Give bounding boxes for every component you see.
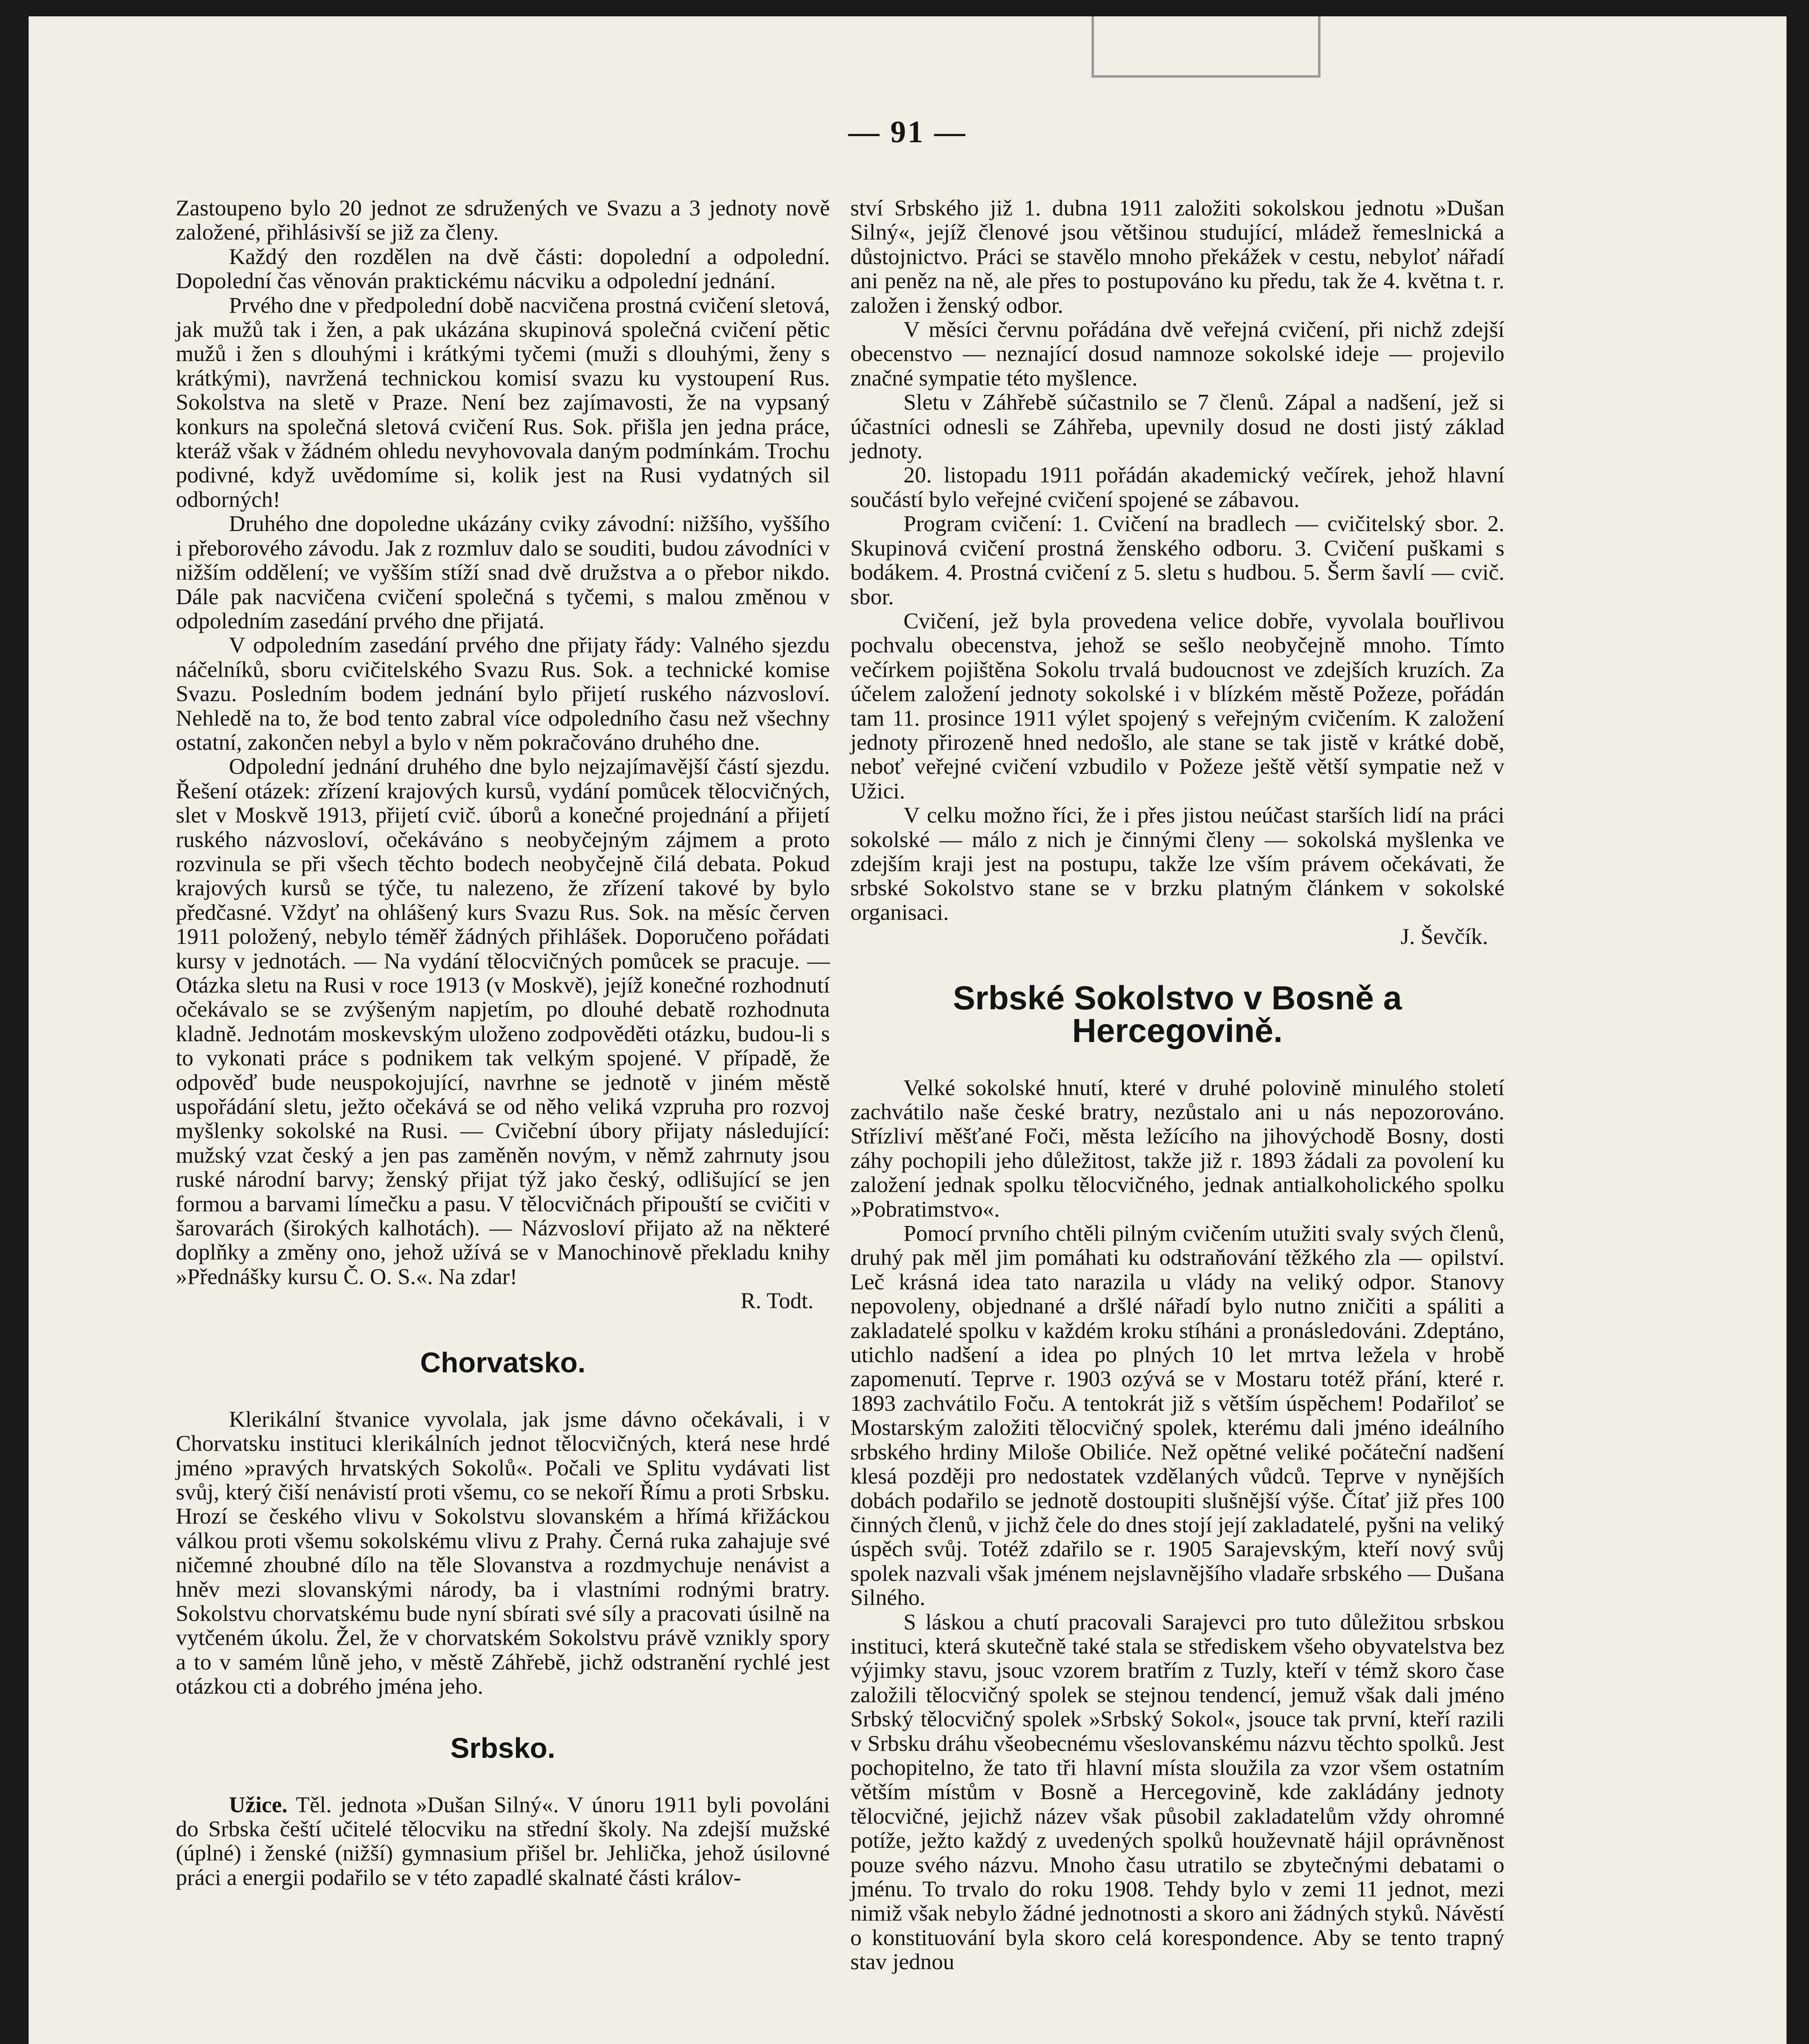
paragraph: S láskou a chutí pracovali Sarajevci pro tuto důležitou srbskou instituci, která skutečně také stala se střediskem všeho obyvatelstva bez výjimky stavu, jsouc vzorem bratřím z Tuzly, kteří v témž skoro čase založili tělocvičný spolek se stejnou tendencí, jemuž však dali jméno Srbský tělocvičný spolek »Srbský Sokol«, jsouce tak první, kteří razili v Srbsku dráhu všeobecnému všeslovanskému názvu těchto spolků. Jest pochopitelno, že tato tři hlavní místa sloužila za vzor všem ostatním větším místům v Bosně a Hercegovině, kde zakládány jednoty tělocvičné, jejichž název však působil zakladatelům vždy ohromné potíže, ježto každý z uvedených spolků houževnatě hájil oprávněnost pouze svého názvu. Mnoho času utratilo se zbytečnými debatami o jménu. To trvalo do roku 1908. Tehdy bylo v zemi 11 jednot, mezi nimiž však nebylo žádné jednotnosti a skoro ani žádných styků. Návěstí o konstituování byla skoro celá korespondence. Aby se tento trapný stav jednou bbox=[850, 1609, 1504, 1975]
paragraph: V odpoledním zasedání prvého dne přijaty řády: Valného sjezdu náčelníků, sboru cvičitelského Svazu Rus. Sok. a technické komise Svazu. Posledním bodem jednání bylo přijetí ruského názvosloví. Nehledě na to, že bod tento zabral více odpoledního času než všechny ostatní, zakončen nebyl a bylo v něm pokračováno druhého dne. bbox=[176, 633, 830, 755]
section-heading: Srbsko. bbox=[450, 1732, 556, 1764]
paragraph: Zastoupeno bylo 20 jednot ze sdružených ve Svazu a 3 jednoty nově založené, přihlásivší se již za členy. bbox=[176, 196, 830, 245]
paragraph: 20. listopadu 1911 pořádán akademický večírek, jehož hlavní součástí bylo veřejné cvičení spojené se zábavou. bbox=[850, 463, 1504, 512]
paragraph: Cvičení, jež byla provedena velice dobře, vyvolala bouřlivou pochvalu obecenstva, jehož se sešlo neobyčejně mnoho. Tímto večírkem pojištěna Sokolu trvalá budoucnost ve zdejších kruzích. Za účelem založení jednoty sokolské i v blízkém městě Požeze, pořádán tam 11. prosince 1911 výlet spojený s veřejným cvičením. K založení jednoty přirozeně hned nedošlo, ale stane se tak jistě v krátké době, neboť veřejné cvičení vzbudilo v Požeze ještě větší sympatie než v Užici. bbox=[850, 608, 1504, 804]
section-heading: Chorvatsko. bbox=[420, 1346, 586, 1378]
section-heading: Srbské Sokolstvo v Bosně a Hercegovině. bbox=[953, 979, 1402, 1049]
left-column bbox=[176, 196, 830, 1890]
newspaper-page bbox=[29, 16, 1787, 2044]
paragraph bbox=[176, 1793, 830, 1890]
paragraph: V celku možno říci, že i přes jistou neúčast starších lidí na práci sokolské — málo z nich je činnými členy — sokolská myšlenka ve zdejším kraji jest na postupu, takže lze vším právem očekávati, že srbské Sokolstvo stane se v brzku platným článkem v sokolské organisaci. bbox=[850, 803, 1504, 925]
paragraph: Program cvičení: 1. Cvičení na bradlech — cvičitelský sbor. 2. Skupinová cvičení prostná ženského odboru. 3. Cvičení puškami s bodákem. 4. Prostná cvičení z 5. sletu s hudbou. 5. Šerm šavlí — cvič. sbor. bbox=[850, 511, 1504, 610]
paragraph: Každý den rozdělen na dvě části: dopolední a odpolední. Dopolední čas věnován praktickému nácviku a odpolední jednání. bbox=[176, 244, 830, 294]
paragraph: Pomocí prvního chtěli pilným cvičením utužiti svaly svých členů, druhý pak měl jim pomáhati ku odstraňování těžkého zla — opilství. Leč krásná idea tato narazila u vlády na veliký odpor. Stanovy nepovoleny, objednané a dršlé nářadí bylo nutno zničiti a spáliti a zakladatelé spolku v každém kroku stíháni a pronásledováni. Zdeptáno, utichlo nadšení a idea po plných 10 let mrtva ležela v hrobě zapomenutí. Teprve r. 1903 ozývá se v Mostaru totéž přání, které r. 1893 zachvátilo Foču. A tentokrát již s větším úspěchem! Podařiloť se Mostarským založiti tělocvičný spolek, kterému dali jméno ideálního srbského hrdiny Miloše Obiliće. Než opětné veliké počáteční nadšení klesá později pro nedostatek vzdělaných vůdců. Teprve v nynějších dobách podařilo se jednotě dostoupiti slušnější výše. Čítať již přes 100 činných členů, v jichž čele do dnes stojí její zakladatelé, pyšni na veliký úspěch svůj. Totéž zdařilo se r. 1905 Sarajevským, kteří nový svůj spolek nazvali však jménem nejslavnějšího vladaře srbského — Dušana Silného. bbox=[850, 1221, 1504, 1611]
paragraph: Prvého dne v předpolední době nacvičena prostná cvičení sletová, jak mužů tak i žen, a pak ukázána skupinová společná cvičení pětic mužů i žen s dlouhými i krátkými tyčemi (muži s dlouhými, ženy s krátkými), navržená technickou komisí svazu ku vystoupení Rus. Sokolstva na sletě v Praze. Není bez zajímavosti, že na vypsaný konkurs na společná sletová cvičení Rus. Sok. přišla jen jedna práce, kteráž však v žádném ohledu nevyhovovala daným podmínkám. Trochu podivné, když uvědomíme si, kolik jest na Rusi vydatných sil odborných! bbox=[176, 293, 830, 512]
paragraph: Sletu v Záhřebě súčastnilo se 7 členů. Zápal a nadšení, jež si účastníci odnesli se Záhřeba, upevnily dosud ne dosti jistý základ jednoty. bbox=[850, 390, 1504, 464]
paragraph: Odpolední jednání druhého dne bylo nejzajímavější částí sjezdu. Řešení otázek: zřízení krajových kursů, vydání pomůcek tělocvičných, slet v Moskvě 1913, přijetí cvič. úborů a konečné projednání a přijetí ruského názvosloví, očekáváno s neobyčejným zájmem a proto rozvinula se při všech těchto bodech neobyčejně čilá debata. Pokud krajových kursů se týče, tu nalezeno, že zřízení takové by bylo předčasné. Vždyť na ohlášený kurs Svazu Rus. Sok. na měsíc červen 1911 položený, nebylo téměř žádných přihlášek. Doporučeno pořádati kursy v jednotách. — Na vydání tělocvičných pomůcek se pracuje. — Otázka sletu na Rusi v roce 1913 (v Moskvě), jejíž konečné rozhodnutí očekávalo se se zvýšeným napjetím, po dlouhé debatě rozhodnuta kladně. Jednotám moskevským uloženo zodpověděti otázku, budou-li s to vykonati práce s podnikem tak velkým spojené. V případě, že odpověď bude neuspokojující, navrhne se jednotě v jiném městě uspořádání sletu, ježto očekává se od něho veliká vzpruha pro rozvoj myšlenky sokolské na Rusi. — Cvičební úbory přijaty následující: mužský vzat český a jen pas zaměněn novým, v němž zahrnuty jsou ruské národní barvy; ženský přijat týž jako český, odlišující se jen formou a barvami límečku a pasu. V tělocvičnách připouští se cvičiti v šarovarách (širokých kalhotách). — Názvosloví přijato až na některé doplňky a změny ono, jehož užívá se v Manochinově překladu knihy »Přednášky kursu Č. O. S.«. Na zdar! bbox=[176, 754, 830, 1289]
paragraph: Druhého dne dopoledne ukázány cviky závodní: nižšího, vyššího i přeborového závodu. Jak z rozmluv dalo se souditi, budou závodníci v nižším oddělení; ve vyšším stíží snad dvě družstva a o přebor nikdo. Dále pak nacvičena cvičení společná s tyčemi, s malou změnou v odpoledním zasedání prvého dne přijatá. bbox=[176, 511, 830, 634]
paragraph: Klerikální štvanice vyvolala, jak jsme dávno očekávali, i v Chorvatsku instituci klerikálních jednot tělocvičných, která nese hrdé jméno »pravých hrvatských Sokolů«. Počali ve Splitu vydávati list svůj, který čiší nenávistí proti všemu, co se nekoří Římu a proti Srbsku. Hrozí se českého vlivu v Sokolstvu slovanském a hřímá křižáckou válkou proti všemu sokolskému vlivu z Prahy. Černá ruka zahajuje své ničemné zhoubné dílo na těle Slovanstva a rozdmychuje nenávist a hněv mezi slovanskými národy, ba i vlastními rodnými bratry. Sokolstvu chorvatskému bude nyní sbírati své síly a pracovati úsilně na vytčeném úkolu. Žel, že v chorvatském Sokolstvu právě vznikly spory a to v samém lůně jeho, v městě Záhřebě, jichž odstranění rychlé jest otázkou cti a dobrého jména jeho. bbox=[176, 1407, 830, 1699]
paragraph: V měsíci červnu pořádána dvě veřejná cvičení, při nichž zdejší obecenstvo — neznající dosud namnoze sokolské ideje — projevilo značné sympatie této myšlence. bbox=[850, 317, 1504, 391]
page-number: — 91 — bbox=[848, 115, 967, 149]
paragraph-lead: Užice. bbox=[229, 1792, 288, 1818]
signature: R. Todt. bbox=[740, 1289, 814, 1314]
paragraph-text: Těl. jednota »Dušan Silný«. V únoru 1911 byli povoláni do Srbska čeští učitelé tělocviku na střední školy. Na zdejší mužské (úplné) i ženské (nižší) gymnasium přišel br. Jehlička, jehož úsilovné práci a energii podařilo se v této zapadlé skalnaté části králov- bbox=[176, 1792, 830, 1890]
archive-stamp bbox=[1092, 16, 1320, 78]
signature: J. Ševčík. bbox=[1400, 924, 1488, 950]
paragraph: ství Srbského již 1. dubna 1911 založiti sokolskou jednotu »Dušan Silný«, jejíž členové jsou většinou studující, mládež řemeslnická a důstojnictvo. Práci se stavělo mnoho překážek v cestu, nebyloť nářadí ani peněz na ně, ale přes to postupováno ku předu, tak že 4. května t. r. založen i ženský odbor. bbox=[850, 196, 1504, 318]
right-column bbox=[850, 196, 1504, 1975]
paragraph: Velké sokolské hnutí, které v druhé polovině minulého století zachvátilo naše české bratry, nezůstalo ani u nás nepozorováno. Střízliví měšťané Foči, města ležícího na jihovýchodě Bosny, dosti záhy pochopili jeho důležitost, takže již r. 1893 žádali za povolení ku založení jednak spolku tělocvičného, jednak antialkoholického spolku »Pobratimstvo«. bbox=[850, 1075, 1504, 1222]
